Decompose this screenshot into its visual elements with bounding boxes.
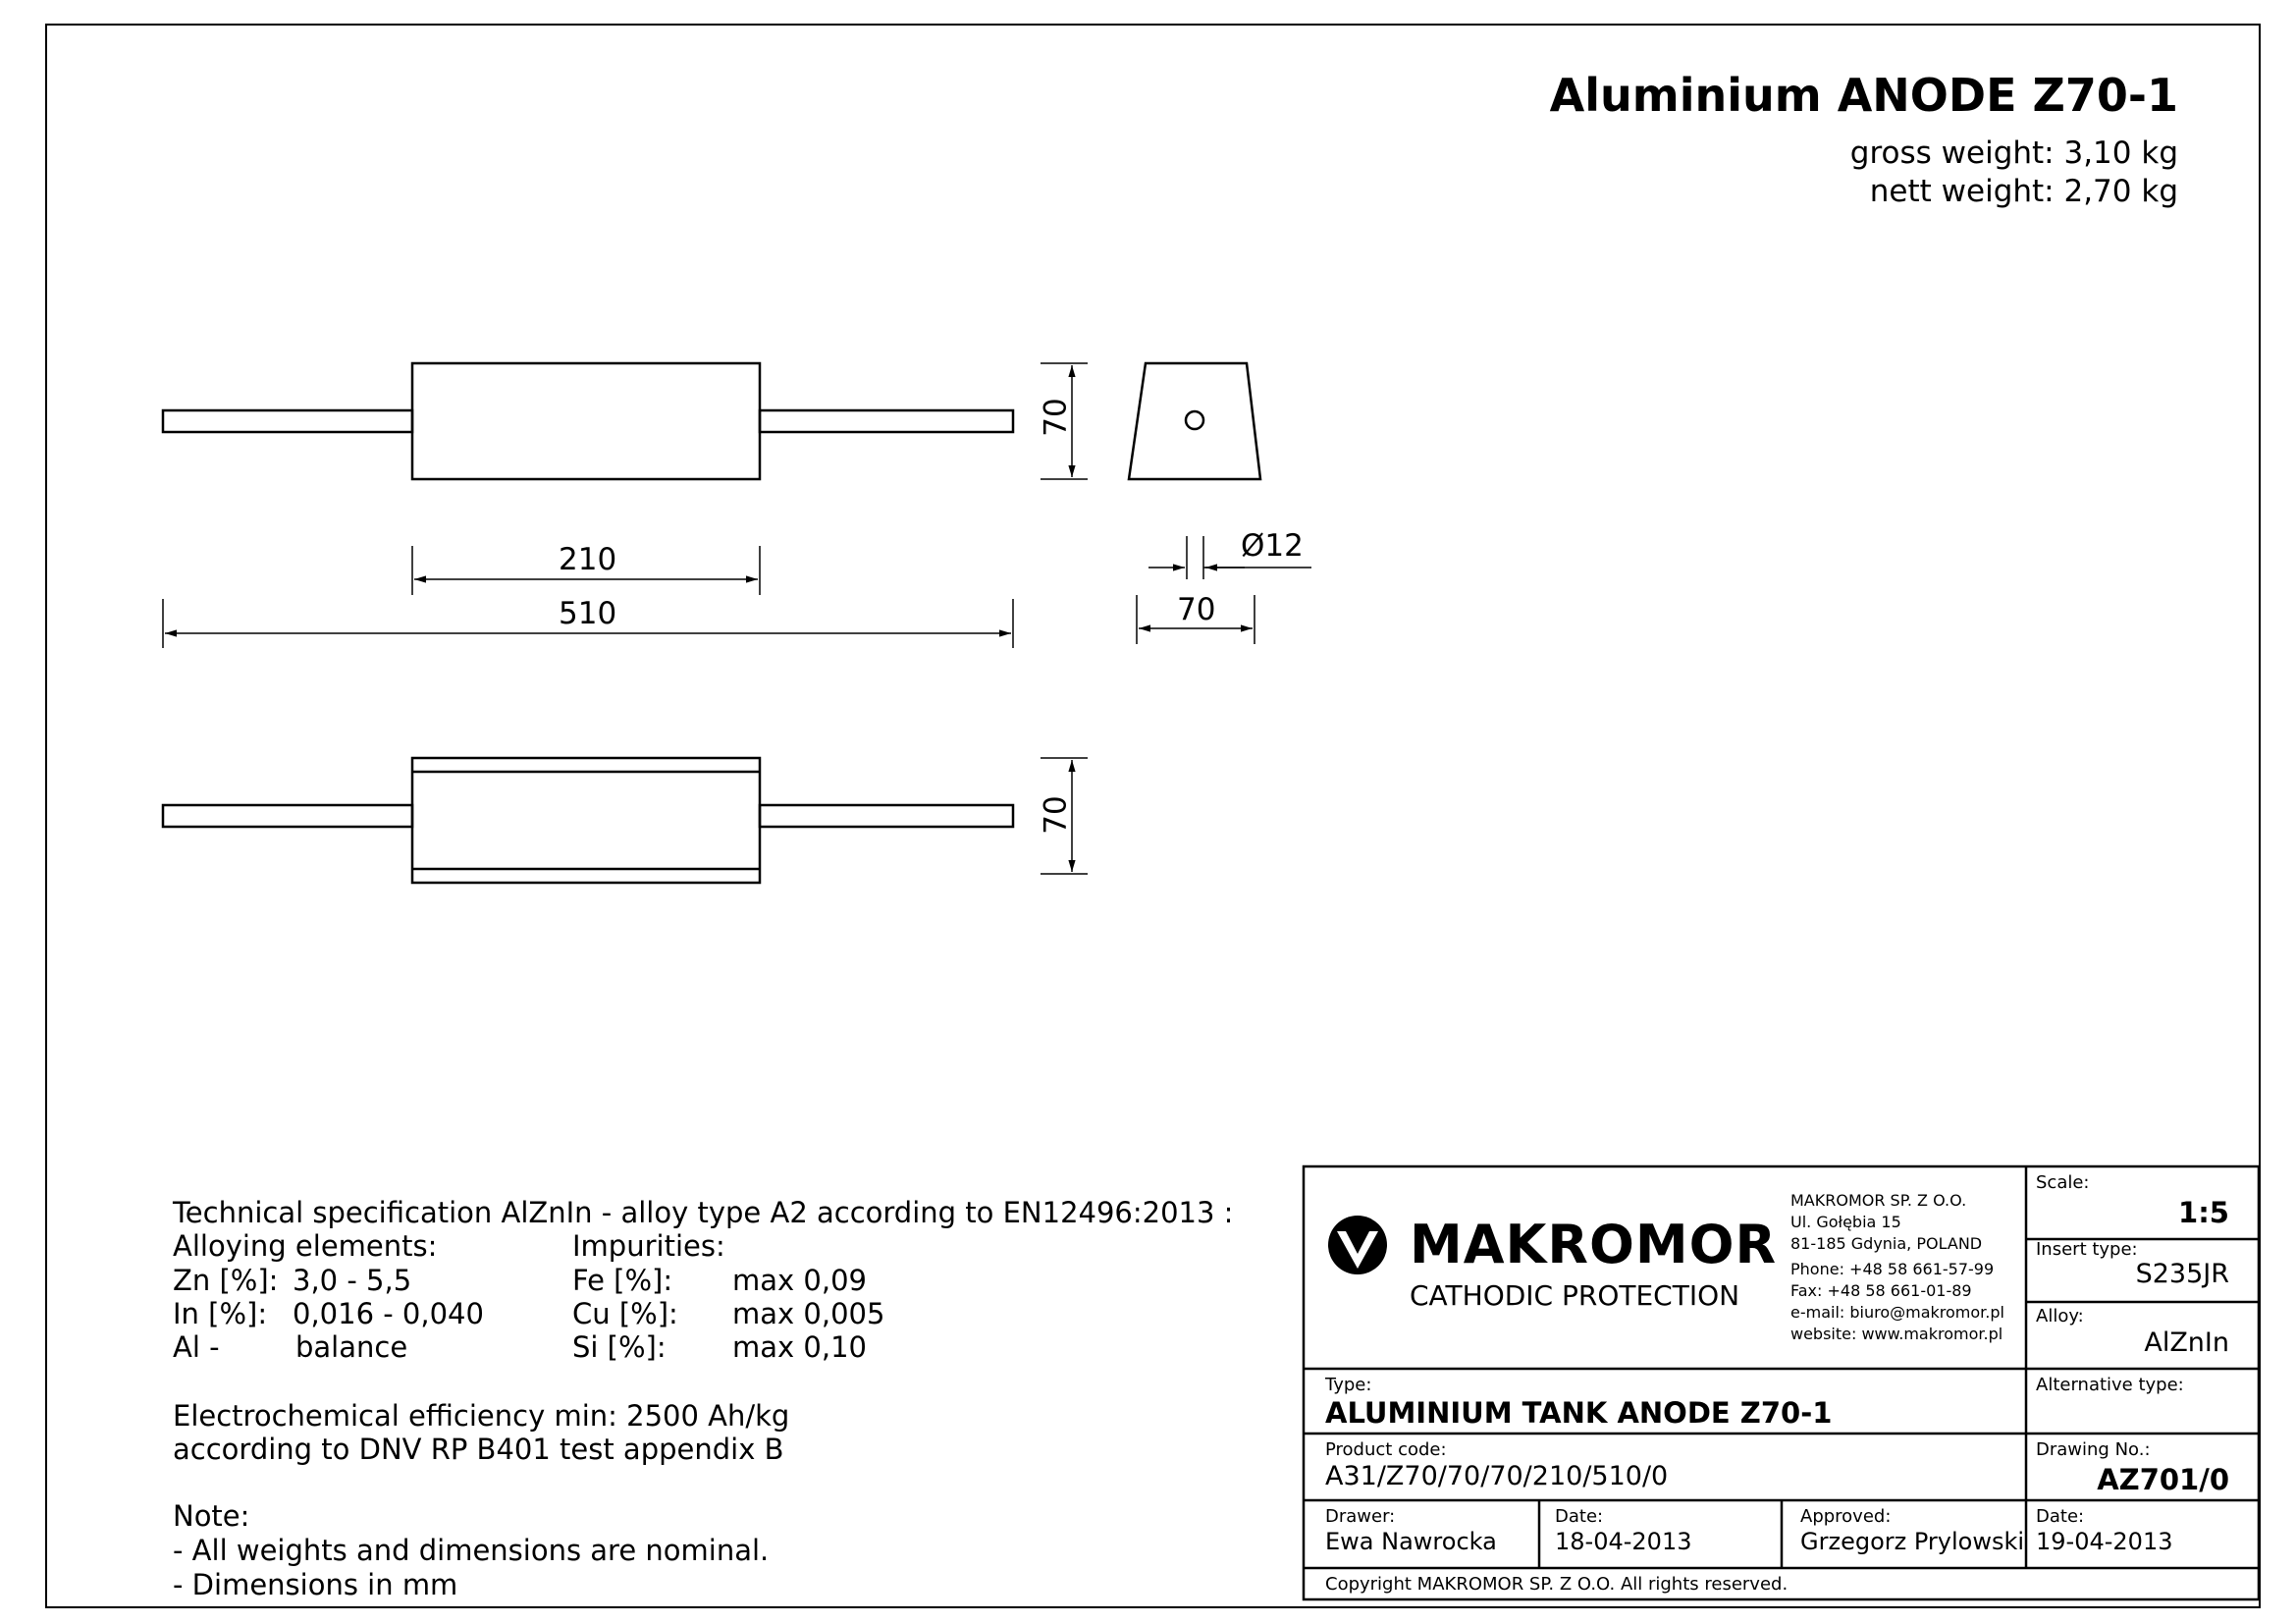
impurity-val-fe: max 0,09 bbox=[732, 1264, 867, 1297]
company-subtitle: CATHODIC PROTECTION bbox=[1410, 1279, 1740, 1312]
scale-label: Scale: bbox=[2036, 1172, 2090, 1193]
alternative-type-label: Alternative type: bbox=[2036, 1375, 2184, 1395]
address-line: Ul. Gołębia 15 bbox=[1790, 1213, 1901, 1231]
drawing-no-label: Drawing No.: bbox=[2036, 1439, 2151, 1460]
insert-type-label: Insert type: bbox=[2036, 1239, 2138, 1260]
dim-total-length-label: 510 bbox=[559, 596, 617, 631]
dim-core-length-label: 210 bbox=[559, 542, 617, 577]
date-approved-label: Date: bbox=[2036, 1506, 2085, 1527]
alloy-val-zn: 3,0 - 5,5 bbox=[293, 1264, 412, 1297]
nett-weight-label: nett weight: bbox=[1869, 174, 2055, 209]
dim-height-bottom-label: 70 bbox=[1038, 795, 1074, 835]
company-name: MAKROMOR bbox=[1410, 1214, 1778, 1275]
insert-type-value: S235JR bbox=[2135, 1259, 2229, 1289]
address-line: Fax: +48 58 661-01-89 bbox=[1790, 1281, 1972, 1300]
drawer-value: Ewa Nawrocka bbox=[1325, 1528, 1497, 1555]
address-line: e-mail: biuro@makromor.pl bbox=[1790, 1303, 2004, 1322]
nett-weight bbox=[1870, 174, 2178, 209]
company-address bbox=[1790, 1190, 2004, 1345]
address-line: MAKROMOR SP. Z O.O. bbox=[1790, 1191, 1967, 1210]
impurity-val-cu: max 0,005 bbox=[732, 1297, 885, 1330]
date-drawn-label: Date: bbox=[1555, 1506, 1604, 1527]
gross-weight bbox=[1850, 135, 2178, 171]
impurity-el-cu: Cu [%]: bbox=[572, 1297, 678, 1330]
anode-top-view bbox=[163, 363, 1013, 479]
spec-heading: Technical specification AlZnIn - alloy type A2 according to EN12496:2013 : bbox=[173, 1196, 1234, 1229]
address-line: 81-185 Gdynia, POLAND bbox=[1790, 1234, 1983, 1253]
note-line-2: - Dimensions in mm bbox=[173, 1568, 458, 1601]
anode-front-view bbox=[163, 758, 1013, 883]
alloy-label: Alloy: bbox=[2036, 1306, 2084, 1326]
address-line: Phone: +48 58 661-57-99 bbox=[1790, 1260, 1995, 1278]
alloy-el-zn: Zn [%]: bbox=[173, 1264, 279, 1297]
copyright-notice: Copyright MAKROMOR SP. Z O.O. All rights reserved. bbox=[1325, 1574, 1789, 1595]
alloy-val-in: 0,016 - 0,040 bbox=[293, 1297, 484, 1330]
drawer-label: Drawer: bbox=[1325, 1506, 1396, 1527]
impurity-val-si: max 0,10 bbox=[732, 1330, 867, 1364]
efficiency-line-2: according to DNV RP B401 test appendix B bbox=[173, 1433, 784, 1466]
dim-hole-label: Ø12 bbox=[1241, 528, 1304, 564]
nett-weight-value: 2,70 kg bbox=[2063, 174, 2178, 209]
date-drawn-value: 18-04-2013 bbox=[1555, 1528, 1692, 1555]
alloy-val-al: balance bbox=[295, 1330, 408, 1364]
address-line: website: www.makromor.pl bbox=[1790, 1325, 2003, 1343]
alloy-el-al: Al - bbox=[173, 1330, 220, 1364]
alloy-el-in: In [%]: bbox=[173, 1297, 268, 1330]
efficiency-line-1: Electrochemical efficiency min: 2500 Ah/kg bbox=[173, 1399, 790, 1433]
date-approved-value: 19-04-2013 bbox=[2036, 1528, 2173, 1555]
type-value: ALUMINIUM TANK ANODE Z70-1 bbox=[1325, 1396, 1833, 1430]
anode-section-view bbox=[1129, 363, 1260, 479]
dim-section-width-label: 70 bbox=[1177, 592, 1216, 627]
impurities-title: Impurities: bbox=[572, 1229, 725, 1263]
product-code-value: A31/Z70/70/70/210/510/0 bbox=[1325, 1461, 1669, 1491]
note-line-1: - All weights and dimensions are nominal. bbox=[173, 1534, 770, 1567]
gross-weight-value: 3,10 kg bbox=[2063, 135, 2178, 171]
note-title: Note: bbox=[173, 1499, 250, 1533]
approved-value: Grzegorz Prylowski bbox=[1800, 1528, 2025, 1555]
drawing-no-value: AZ701/0 bbox=[2097, 1463, 2229, 1496]
impurity-el-fe: Fe [%]: bbox=[572, 1264, 673, 1297]
alloying-title: Alloying elements: bbox=[173, 1229, 438, 1263]
scale-value: 1:5 bbox=[2178, 1196, 2229, 1229]
alloy-value: AlZnIn bbox=[2144, 1327, 2229, 1358]
impurity-el-si: Si [%]: bbox=[572, 1330, 667, 1364]
gross-weight-label: gross weight: bbox=[1849, 135, 2055, 171]
approved-label: Approved: bbox=[1800, 1506, 1892, 1527]
product-code-label: Product code: bbox=[1325, 1439, 1447, 1460]
type-label: Type: bbox=[1325, 1375, 1372, 1395]
makromor-logo-icon bbox=[1328, 1216, 1387, 1274]
drawing-title: Aluminium ANODE Z70-1 bbox=[1549, 69, 2178, 122]
dim-height-top-label: 70 bbox=[1038, 398, 1074, 437]
